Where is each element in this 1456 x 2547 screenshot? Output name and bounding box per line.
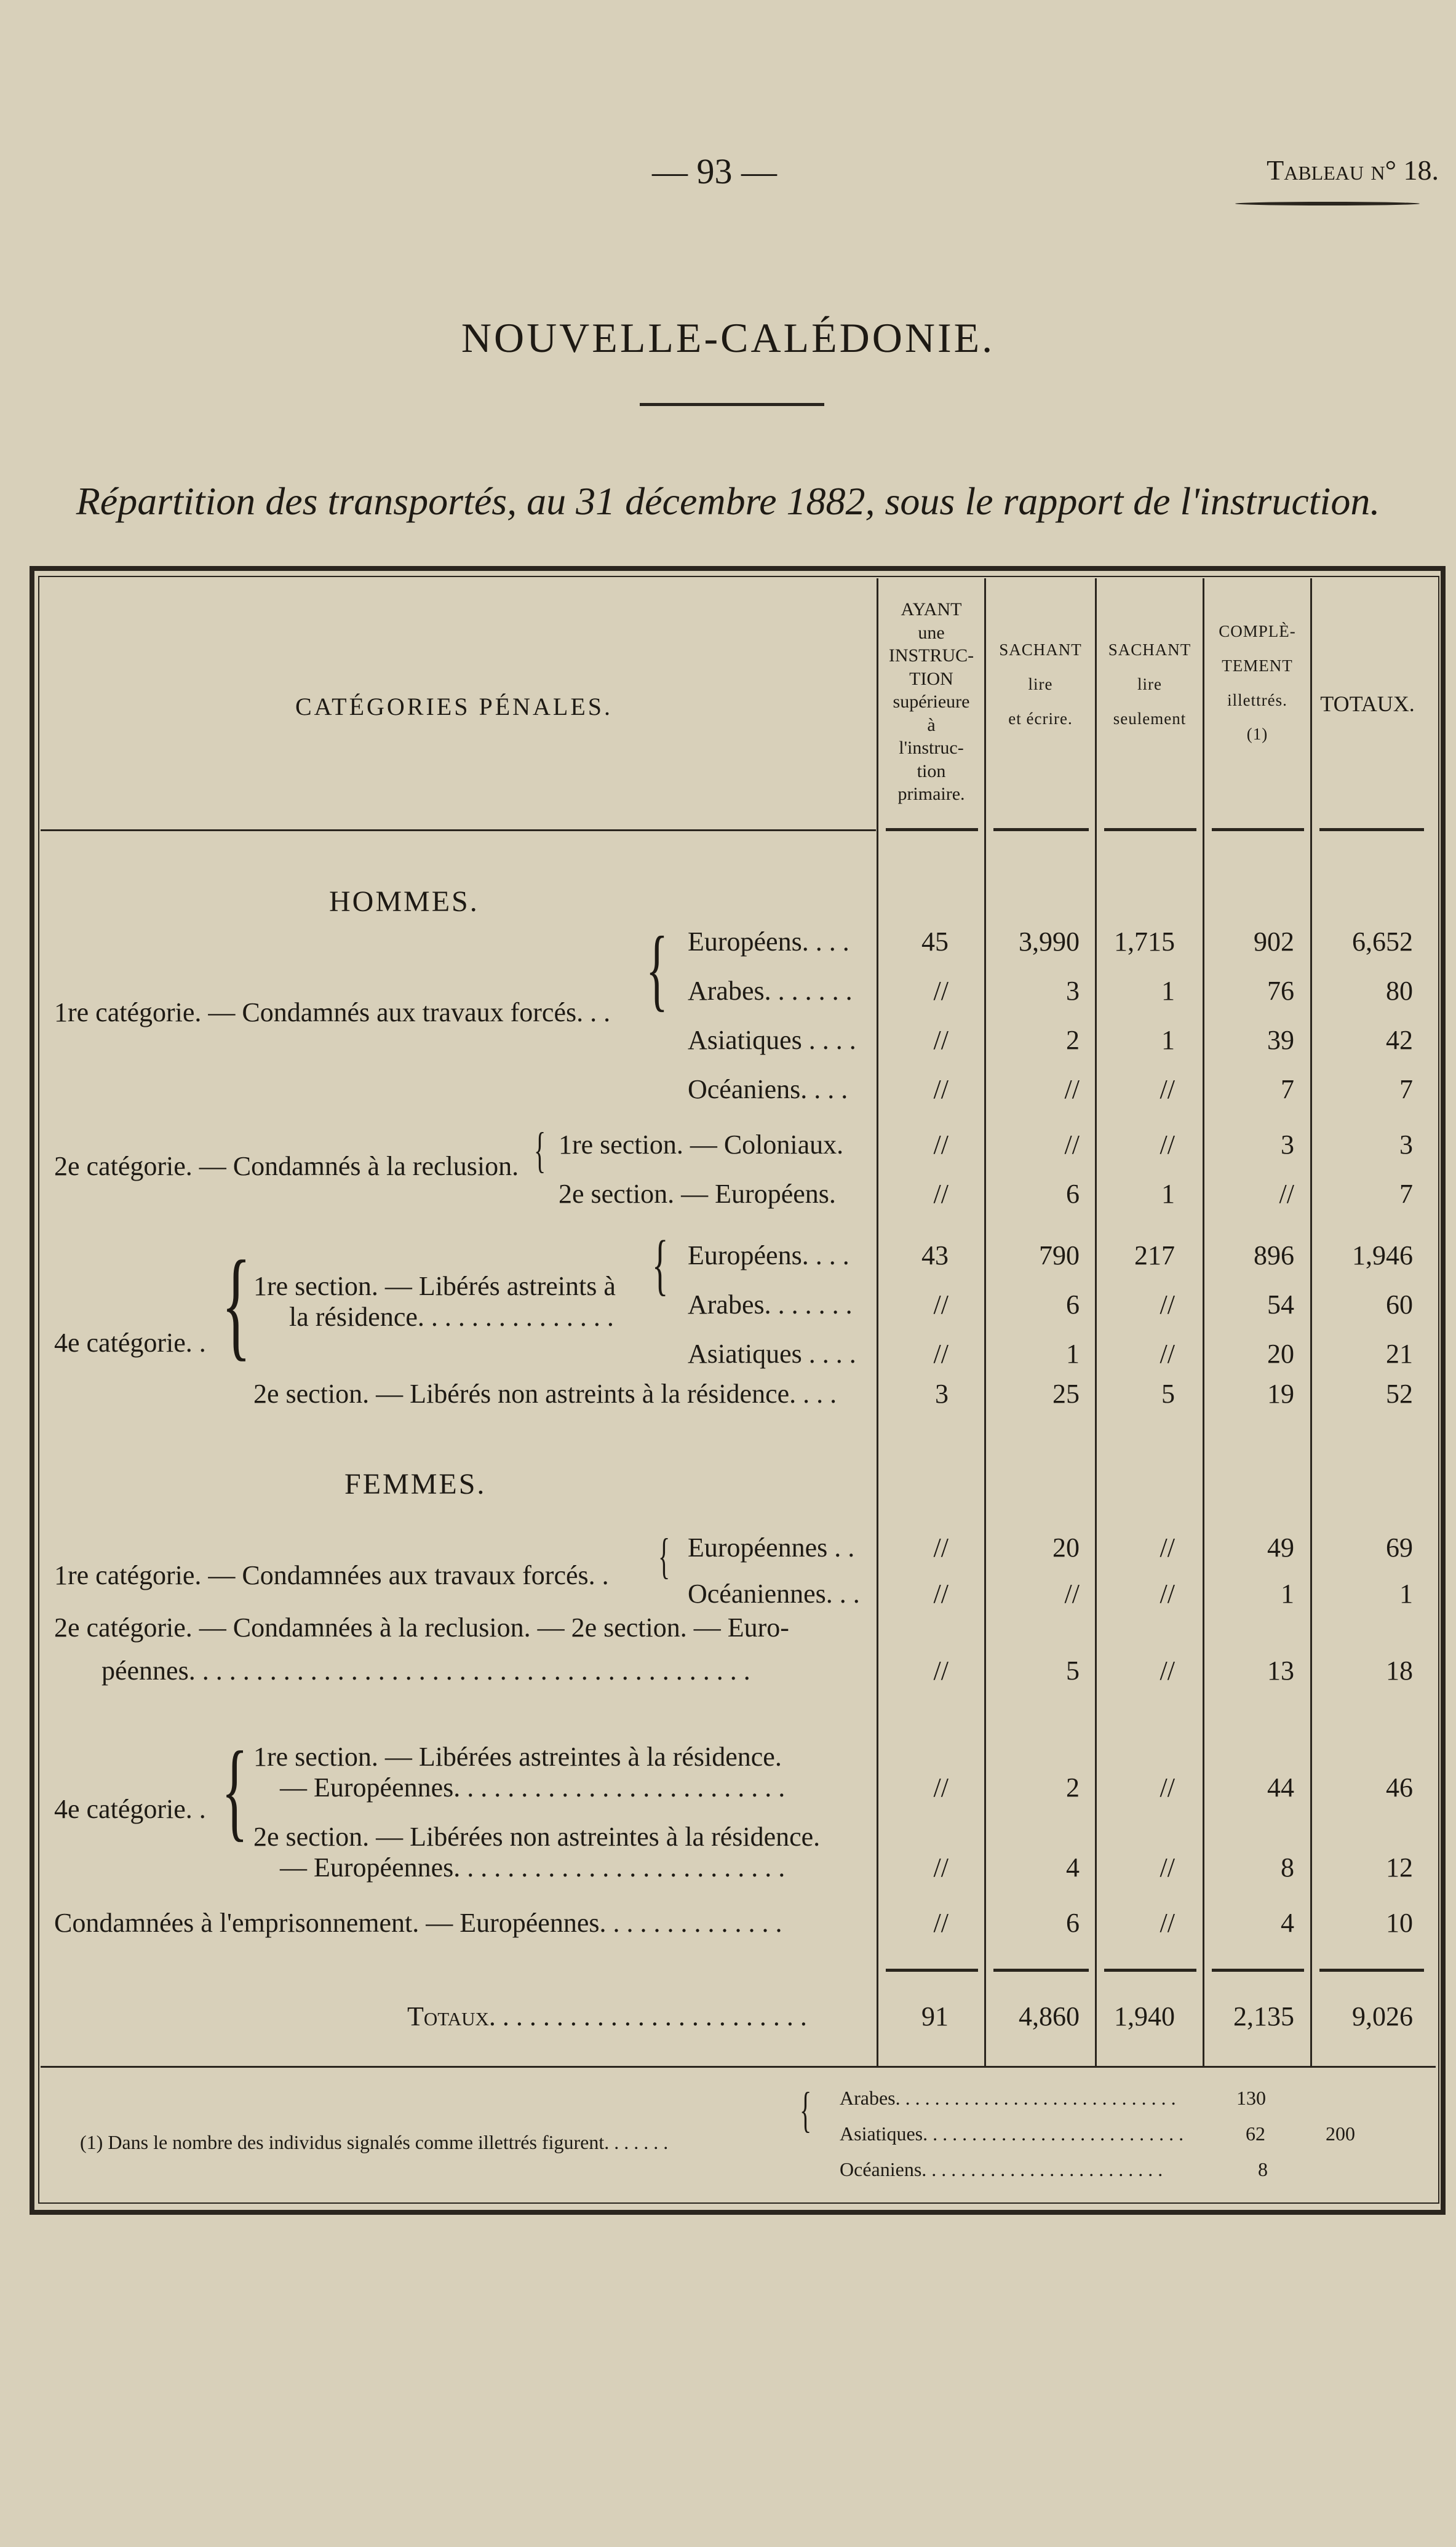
header-col-illettres: [1204, 621, 1310, 759]
cell-c2: 25: [1052, 1379, 1080, 1409]
cell-c3: //: [1160, 1772, 1175, 1803]
cell-c2: 20: [1052, 1533, 1080, 1563]
footnote-item: Arabes. . . . . . . . . . . . . . . . . . . . . . . . . . . . .: [840, 2087, 1176, 2109]
cell-c5: 7: [1399, 1074, 1413, 1104]
header-rule: [41, 829, 876, 831]
totals-dash: [1212, 1969, 1304, 1972]
cell-c1: //: [933, 1025, 949, 1055]
row-label: 2e catégorie. — Condamnées à la reclusion. — 2e section. — Euro-: [54, 1612, 789, 1643]
header-line: TION: [909, 668, 953, 689]
brace: {: [221, 1236, 251, 1372]
cell-c2: 790: [1039, 1240, 1080, 1270]
cell-c4: 896: [1254, 1240, 1294, 1270]
cell-c4: 7: [1281, 1074, 1294, 1104]
header-line: INSTRUC-: [888, 645, 974, 666]
cell-c4: //: [1279, 1179, 1294, 1209]
totals-dash: [993, 1969, 1089, 1972]
row-label: Océaniens. . . .: [688, 1074, 848, 1104]
col-separator-2: [984, 578, 986, 2067]
cell-c5: 7: [1399, 1179, 1413, 1209]
row-label: Arabes. . . . . . .: [688, 976, 853, 1006]
footnote-value: 130: [1236, 2087, 1266, 2109]
header-line: l'instruc-: [899, 738, 964, 758]
header-col-superieure: [878, 598, 984, 806]
cell-c4: 1: [1281, 1579, 1294, 1609]
cell-c4: 13: [1267, 1656, 1294, 1686]
cell-c5: 60: [1386, 1289, 1413, 1320]
cell-c5: 42: [1386, 1025, 1413, 1055]
group-f1: 1re catégorie. — Condamnées aux travaux forcés. .: [54, 1560, 609, 1590]
cell-c3: 5: [1161, 1379, 1175, 1409]
row-label: Européennes . .: [688, 1533, 855, 1563]
brace: {: [658, 1529, 670, 1584]
footnote-rule: [41, 2066, 1436, 2068]
header-line: SACHANT: [1108, 640, 1191, 659]
cell-c1: //: [933, 1130, 949, 1160]
header-line: illettrés.: [1227, 690, 1287, 709]
brace: {: [800, 2083, 812, 2137]
cell-c4: 19: [1267, 1379, 1294, 1409]
cell-c4: 3: [1281, 1130, 1294, 1160]
cell-c3: 1: [1161, 1179, 1175, 1209]
brace: {: [534, 1123, 546, 1178]
row-label: Européens. . . .: [688, 927, 849, 957]
row-label: Condamnées à l'emprisonnement. — Européennes. . . . . . . . . . . . . .: [54, 1908, 782, 1938]
page-subtitle: Répartition des transportés, au 31 décembre 1882, sous le rapport de l'instruction.: [76, 479, 1380, 523]
title-rule: [640, 403, 824, 406]
row-label: 1re section. — Coloniaux.: [559, 1130, 844, 1160]
cell-c1: //: [933, 1074, 949, 1104]
header-line: TEMENT: [1222, 656, 1293, 675]
cell-c3: //: [1160, 1908, 1175, 1938]
row-label: Arabes. . . . . . .: [688, 1289, 853, 1320]
footnote-item: Asiatiques. . . . . . . . . . . . . . . . . . . . . . . . . . .: [840, 2122, 1184, 2145]
footnote-value: 8: [1258, 2158, 1268, 2180]
totals-c2: 4,860: [1019, 2001, 1080, 2031]
cell-c3: //: [1160, 1579, 1175, 1609]
page-title: NOUVELLE-CALÉDONIE.: [461, 314, 995, 361]
header-line: (1): [1246, 725, 1268, 744]
cell-c4: 76: [1267, 976, 1294, 1006]
totals-dash: [1104, 1969, 1196, 1972]
cell-c2: 4: [1066, 1852, 1080, 1883]
row-label: Asiatiques . . . .: [688, 1339, 856, 1369]
cell-c1: //: [933, 1656, 949, 1686]
header-line: supérieure: [893, 692, 970, 712]
group-h4: 4e catégorie. .: [54, 1328, 206, 1358]
group-h4-s1-line1: 1re section. — Libérés astreints à: [253, 1271, 616, 1301]
footnote-item: Océaniens. . . . . . . . . . . . . . . . . . . . . . . . .: [840, 2158, 1163, 2180]
brace: {: [221, 1729, 249, 1851]
cell-c5: 21: [1386, 1339, 1413, 1369]
cell-c3: //: [1160, 1852, 1175, 1883]
header-line: primaire.: [897, 784, 965, 804]
totals-c4: 2,135: [1233, 2001, 1294, 2031]
cell-c5: 18: [1386, 1656, 1413, 1686]
cell-c2: 1: [1066, 1339, 1080, 1369]
cell-c3: //: [1160, 1656, 1175, 1686]
cell-c1: //: [933, 1579, 949, 1609]
group-h1: 1re catégorie. — Condamnés aux travaux forcés. . .: [54, 997, 611, 1027]
row-label: 2e section. — Européens.: [559, 1179, 836, 1209]
tableau-underline: [1235, 202, 1420, 205]
header-line: lire: [1028, 674, 1053, 693]
tableau-label: Tableau n° 18.: [1267, 154, 1439, 186]
cell-c2: 6: [1066, 1179, 1080, 1209]
cell-c1: //: [933, 1908, 949, 1938]
cell-c1: 3: [935, 1379, 949, 1409]
header-line: et écrire.: [1008, 709, 1073, 728]
header-col-lire-seulement: [1097, 640, 1203, 743]
group-f4: 4e catégorie. .: [54, 1794, 206, 1824]
cell-c5: 3: [1399, 1130, 1413, 1160]
cell-c3: //: [1160, 1074, 1175, 1104]
section-hommes: HOMMES.: [329, 885, 479, 918]
cell-c3: //: [1160, 1339, 1175, 1369]
header-dash: [1319, 828, 1424, 831]
row-label: Asiatiques . . . .: [688, 1025, 856, 1055]
cell-c5: 80: [1386, 976, 1413, 1006]
cell-c3: 217: [1134, 1240, 1175, 1270]
totals-c3: 1,940: [1114, 2001, 1175, 2031]
totals-dash: [886, 1969, 978, 1972]
cell-c5: 1,946: [1352, 1240, 1413, 1270]
cell-c5: 46: [1386, 1772, 1413, 1803]
cell-c2: //: [1064, 1130, 1080, 1160]
cell-c5: 69: [1386, 1533, 1413, 1563]
row-label: 2e section. — Libérés non astreints à la résidence. . . .: [253, 1379, 837, 1409]
totals-label: Totaux. . . . . . . . . . . . . . . . . . . . . . . .: [407, 2001, 807, 2031]
cell-c4: 49: [1267, 1533, 1294, 1563]
header-dash: [1104, 828, 1196, 831]
row-label: Européens. . . .: [688, 1240, 849, 1270]
row-label: 2e section. — Libérées non astreintes à la résidence.: [253, 1822, 821, 1852]
header-line: AYANT: [901, 599, 962, 620]
header-line: à: [927, 714, 936, 735]
row-label-continued: — Européennes. . . . . . . . . . . . . . . . . . . . . . . . .: [280, 1852, 786, 1883]
totals-dash: [1319, 1969, 1424, 1972]
brace: {: [652, 1227, 669, 1302]
cell-c1: 43: [921, 1240, 949, 1270]
page-number: — 93 —: [652, 151, 777, 191]
col-separator-3: [1095, 578, 1097, 2067]
cell-c4: 39: [1267, 1025, 1294, 1055]
cell-c1: //: [933, 1179, 949, 1209]
cell-c1: //: [933, 1289, 949, 1320]
cell-c4: 54: [1267, 1289, 1294, 1320]
cell-c2: //: [1064, 1579, 1080, 1609]
header-dash: [1212, 828, 1304, 831]
col-separator-5: [1310, 578, 1312, 2067]
row-label-continued: — Européennes. . . . . . . . . . . . . . . . . . . . . . . . .: [280, 1772, 786, 1803]
cell-c1: //: [933, 1772, 949, 1803]
cell-c4: 44: [1267, 1772, 1294, 1803]
cell-c3: 1: [1161, 1025, 1175, 1055]
cell-c2: 6: [1066, 1289, 1080, 1320]
header-line: une: [918, 622, 945, 643]
footnote-value: 62: [1246, 2122, 1265, 2145]
cell-c2: 6: [1066, 1908, 1080, 1938]
cell-c4: 902: [1254, 927, 1294, 957]
cell-c3: //: [1160, 1130, 1175, 1160]
header-col-totaux: TOTAUX.: [1320, 692, 1415, 716]
cell-c5: 10: [1386, 1908, 1413, 1938]
footnote-text: (1) Dans le nombre des individus signalés comme illettrés figurent. . . . . . .: [80, 2131, 669, 2153]
cell-c3: //: [1160, 1289, 1175, 1320]
cell-c2: //: [1064, 1074, 1080, 1104]
header-col-lire-ecrire: [986, 640, 1095, 743]
header-line: COMPLÈ-: [1219, 622, 1296, 640]
group-h4-s1-line2: la résidence. . . . . . . . . . . . . . .: [289, 1302, 614, 1332]
cell-c1: //: [933, 1852, 949, 1883]
row-label-continued: péennes. . . . . . . . . . . . . . . . . . . . . . . . . . . . . . . . . . . . . . . . . .: [101, 1656, 750, 1686]
totals-c5: 9,026: [1352, 2001, 1413, 2031]
cell-c5: 12: [1386, 1852, 1413, 1883]
header-dash: [886, 828, 978, 831]
cell-c4: 4: [1281, 1908, 1294, 1938]
row-label: Océaniennes. . .: [688, 1579, 860, 1609]
header-line: seulement: [1113, 709, 1187, 728]
cell-c2: 5: [1066, 1656, 1080, 1686]
cell-c1: 45: [921, 927, 949, 957]
header-dash: [993, 828, 1089, 831]
section-femmes: FEMMES.: [344, 1468, 487, 1501]
totals-c1: 91: [921, 2001, 949, 2031]
cell-c4: 8: [1281, 1852, 1294, 1883]
cell-c2: 2: [1066, 1772, 1080, 1803]
cell-c3: 1: [1161, 976, 1175, 1006]
cell-c5: 1: [1399, 1579, 1413, 1609]
cell-c5: 6,652: [1352, 927, 1413, 957]
header-line: SACHANT: [999, 640, 1082, 659]
header-line: lire: [1137, 674, 1162, 693]
header-categories: CATÉGORIES PÉNALES.: [295, 693, 613, 720]
cell-c4: 20: [1267, 1339, 1294, 1369]
cell-c3: //: [1160, 1533, 1175, 1563]
cell-c1: //: [933, 976, 949, 1006]
footnote-total: 200: [1326, 2122, 1355, 2145]
cell-c5: 52: [1386, 1379, 1413, 1409]
cell-c2: 2: [1066, 1025, 1080, 1055]
cell-c2: 3,990: [1019, 927, 1080, 957]
cell-c3: 1,715: [1114, 927, 1175, 957]
header-line: tion: [917, 760, 946, 781]
group-h2: 2e catégorie. — Condamnés à la reclusion.: [54, 1151, 519, 1181]
cell-c1: //: [933, 1533, 949, 1563]
brace: {: [646, 918, 668, 1020]
cell-c2: 3: [1066, 976, 1080, 1006]
col-separator-4: [1203, 578, 1204, 2067]
row-label: 1re section. — Libérées astreintes à la résidence.: [253, 1742, 782, 1772]
cell-c1: //: [933, 1339, 949, 1369]
